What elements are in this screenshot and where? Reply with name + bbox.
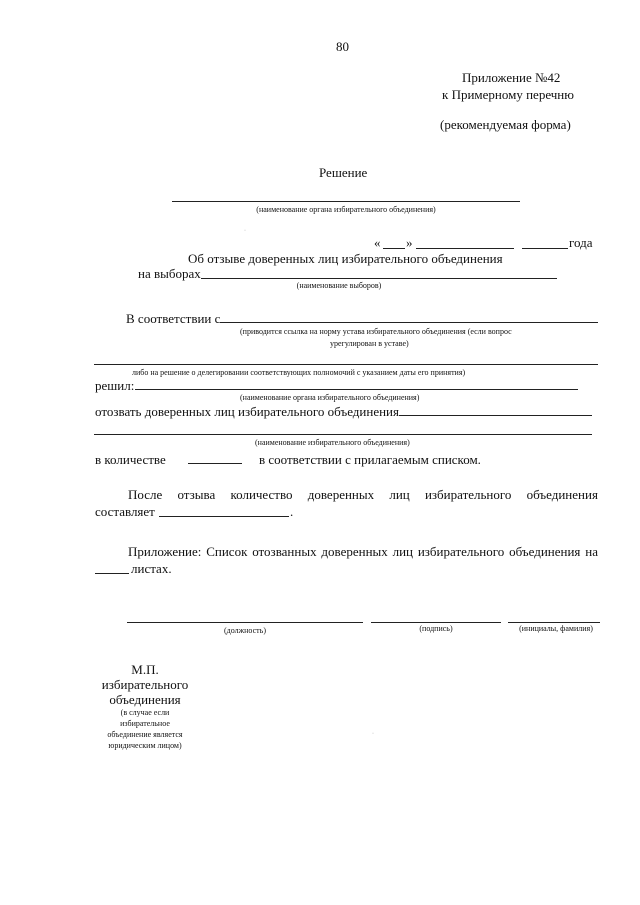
word: количество — [230, 487, 293, 502]
form-note: (рекомендуемая форма) — [440, 117, 571, 132]
word: доверенных — [307, 487, 375, 502]
sheets-count-line — [95, 573, 129, 574]
word: После — [128, 487, 163, 502]
stamp-note2: избирательное — [120, 719, 170, 728]
position-caption: (должность) — [224, 626, 266, 635]
stamp-line2: избирательного — [101, 677, 189, 692]
date-month-line — [416, 248, 514, 249]
date-year-suffix: года — [569, 235, 593, 250]
word: объединения — [509, 544, 581, 559]
attachment-line2: листах. — [131, 561, 172, 576]
attachment-line1 — [128, 544, 598, 559]
word: лиц — [389, 487, 410, 502]
basis-caption-line2: урегулирован в уставе) — [330, 339, 409, 348]
stamp-note4: юридическим лицом) — [108, 741, 182, 750]
recall-caption: (наименование избирательного объединения) — [255, 438, 410, 447]
date-close-quote: » — [406, 235, 413, 250]
recall-continuation-line — [94, 434, 592, 435]
elections-caption: (наименование выборов) — [296, 281, 382, 290]
word: избирательного — [424, 487, 512, 502]
word: избирательного — [417, 544, 505, 559]
position-line — [127, 622, 363, 623]
page-number: 80 — [336, 39, 349, 54]
word: на — [585, 544, 598, 559]
organ-name-caption: (наименование органа избирательного объединения) — [256, 205, 436, 214]
delegation-caption: либо на решение о делегировании соответствующих полномочий с указанием даты его принятия) — [132, 368, 466, 377]
signature-line — [371, 622, 501, 623]
basis-continuation-line — [94, 364, 598, 365]
date-open-quote: « — [374, 235, 381, 250]
signature-caption: (подпись) — [419, 624, 453, 633]
quantity-suffix: в соответствии с прилагаемым списком. — [259, 452, 481, 467]
word: лиц — [392, 544, 414, 559]
stamp-note1: (в случае если — [120, 708, 170, 717]
appendix-title: Приложение №42 — [462, 70, 561, 85]
quantity-line — [188, 463, 242, 464]
basis-line — [220, 322, 598, 323]
appendix-subtitle: к Примерному перечню — [442, 87, 574, 102]
word: объединения — [526, 487, 598, 502]
elections-label: на выборах — [138, 266, 201, 281]
recall-name-line — [399, 415, 592, 416]
organ-name-line — [172, 201, 520, 202]
after-recall-line1 — [128, 487, 598, 502]
decision-title: Решение — [319, 165, 368, 180]
date-day-line — [383, 248, 405, 249]
name-caption: (инициалы, фамилия) — [519, 624, 593, 633]
stamp-line3: объединения — [109, 692, 181, 707]
decided-organ-line — [135, 389, 578, 390]
word: доверенных — [321, 544, 388, 559]
count-line — [159, 516, 289, 517]
decided-label: решил: — [95, 378, 135, 393]
basis-label: В соответствии с — [126, 311, 221, 326]
word: отзыва — [177, 487, 216, 502]
elections-name-line — [201, 278, 557, 279]
basis-caption-line1: (приводится ссылка на норму устава избирательного объединения (если вопрос — [240, 327, 512, 336]
faint-mark: · — [372, 731, 374, 737]
stamp-note3: объединение является — [107, 730, 183, 739]
date-year-line — [522, 248, 568, 249]
word: Приложение: — [128, 544, 202, 559]
stamp-line1: М.П. — [131, 662, 159, 677]
subject-title: Об отзыве доверенных лиц избирательного объединения — [188, 251, 503, 266]
count-period: . — [290, 504, 294, 519]
word: отозванных — [252, 544, 317, 559]
recall-text: отозвать доверенных лиц избирательного объединения — [95, 404, 399, 419]
name-line — [508, 622, 600, 623]
quantity-label: в количестве — [95, 452, 166, 467]
faint-mark: · — [244, 228, 246, 234]
word: Список — [206, 544, 248, 559]
after-recall-line2: составляет — [95, 504, 155, 519]
decided-caption: (наименование органа избирательного объединения) — [240, 393, 420, 402]
